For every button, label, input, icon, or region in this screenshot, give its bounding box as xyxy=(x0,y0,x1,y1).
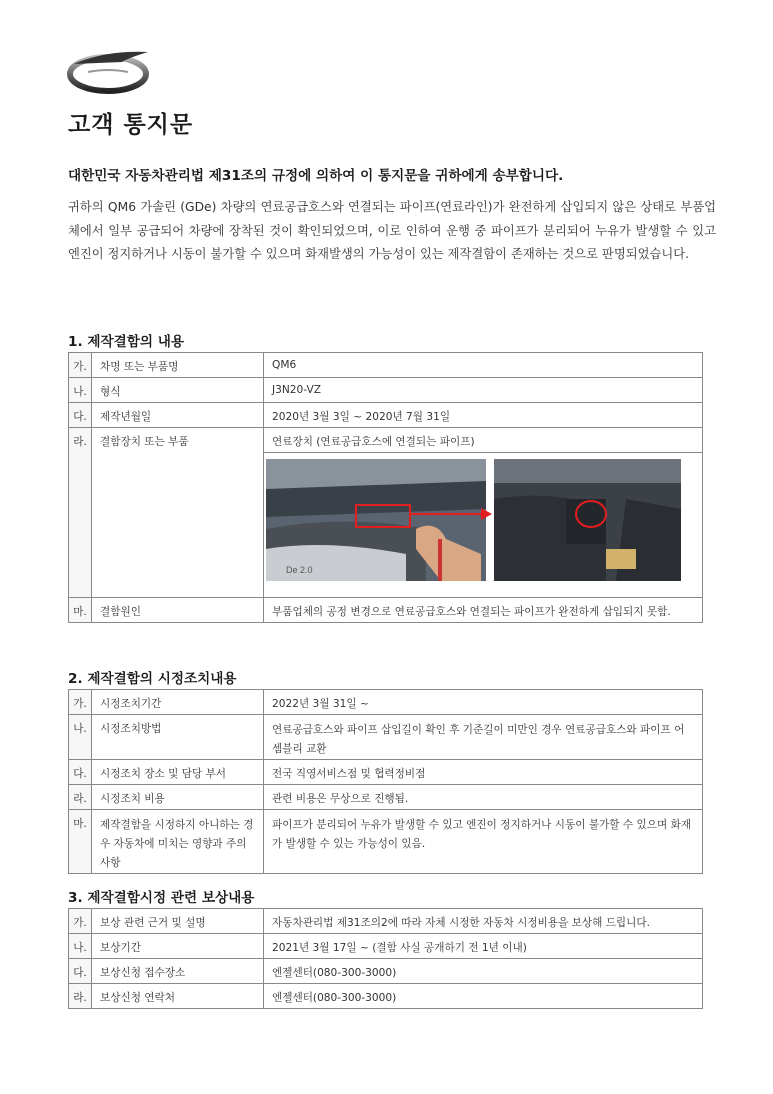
section1-title: 1. 제작결함의 내용 xyxy=(68,334,185,350)
row-label: 시정조치방법 xyxy=(92,715,264,760)
renault-samsung-logo-icon xyxy=(66,48,152,96)
row-key: 가. xyxy=(69,690,92,715)
compensation-table xyxy=(68,908,703,1009)
section2-title: 2. 제작결함의 시정조치내용 xyxy=(68,671,237,687)
row-value: 2021년 3월 17일 ~ (결함 사실 공개하기 전 1년 이내) xyxy=(264,934,703,959)
row-value: 연료장치 (연료공급호스에 연결되는 파이프) xyxy=(264,428,703,453)
row-key: 나. xyxy=(69,715,92,760)
row-label: 보상신청 연락처 xyxy=(92,984,264,1009)
row-value: QM6 xyxy=(264,353,703,378)
row-key: 마. xyxy=(69,810,92,874)
row-key: 가. xyxy=(69,353,92,378)
row-label: 결함장치 또는 부품 xyxy=(92,428,264,598)
notice-body: 귀하의 QM6 가솔린 (GDe) 차량의 연료공급호스와 연결되는 파이프(연료라인)가 완전하게 삽입되지 않은 상태로 부품업체에서 일부 공급되어 차량에 장착된 것이 확인되었으며, 이로 인하여 운행 중 파이프가 분리되어 누유가 발생할 수 있고 엔진이 정지하거나 시동이 불가할 수 있으며 화재발생의 가능성이 있는 제작결함이 존재하는 것으로 판명되었습니다. xyxy=(68,200,716,261)
row-key: 라. xyxy=(69,984,92,1009)
table-row xyxy=(69,715,703,760)
engine-bay-photo xyxy=(266,459,681,581)
row-label: 시정조치기간 xyxy=(92,690,264,715)
defect-photos xyxy=(266,459,681,581)
row-value: 전국 직영서비스점 및 협력정비점 xyxy=(264,760,703,785)
table-row xyxy=(69,690,703,715)
table-row xyxy=(69,760,703,785)
row-value: 엔젤센터(080-300-3000) xyxy=(264,984,703,1009)
row-label: 차명 또는 부품명 xyxy=(92,353,264,378)
row-key: 다. xyxy=(69,959,92,984)
row-value: 관련 비용은 무상으로 진행됨. xyxy=(264,785,703,810)
row-key: 나. xyxy=(69,378,92,403)
correction-table xyxy=(68,689,703,874)
row-value: 파이프가 분리되어 누유가 발생할 수 있고 엔진이 정지하거나 시동이 불가할 수 있으며 화재가 발생할 수 있는 가능성이 있음. xyxy=(264,810,703,874)
row-value: 자동차관리법 제31조의2에 따라 자체 시정한 자동차 시정비용을 보상해 드립니다. xyxy=(264,909,703,934)
row-label: 보상기간 xyxy=(92,934,264,959)
row-value: 2022년 3월 31일 ~ xyxy=(264,690,703,715)
table-row xyxy=(69,353,703,378)
row-key: 다. xyxy=(69,403,92,428)
section3-title: 3. 제작결함시정 관련 보상내용 xyxy=(68,890,255,906)
row-label: 형식 xyxy=(92,378,264,403)
photo-engine-text: De 2.0 xyxy=(286,565,313,575)
table-row xyxy=(69,909,703,934)
page-title: 고객 통지문 xyxy=(68,112,194,138)
row-label: 제작결함을 시정하지 아니하는 경우 자동차에 미치는 영향과 주의사항 xyxy=(92,810,264,874)
row-label: 시정조치 장소 및 담당 부서 xyxy=(92,760,264,785)
table-row xyxy=(69,598,703,623)
table-row xyxy=(69,810,703,874)
table-row xyxy=(69,378,703,403)
row-label: 시정조치 비용 xyxy=(92,785,264,810)
row-key: 가. xyxy=(69,909,92,934)
notice-lead: 대한민국 자동차관리법 제31조의 규정에 의하여 이 통지문을 귀하에게 송부합니다. xyxy=(68,168,564,184)
table-row xyxy=(69,428,703,453)
table-row xyxy=(69,959,703,984)
row-value: 부품업체의 공정 변경으로 연료공급호스와 연결되는 파이프가 완전하게 삽입되지 못함. xyxy=(264,598,703,623)
table-row xyxy=(69,934,703,959)
row-key: 라. xyxy=(69,428,92,598)
row-key: 마. xyxy=(69,598,92,623)
defect-table xyxy=(68,352,703,623)
row-key: 다. xyxy=(69,760,92,785)
row-label: 보상 관련 근거 및 설명 xyxy=(92,909,264,934)
table-row xyxy=(69,403,703,428)
row-label: 결함원인 xyxy=(92,598,264,623)
row-value: 엔젤센터(080-300-3000) xyxy=(264,959,703,984)
row-value: J3N20-VZ xyxy=(264,378,703,403)
table-row xyxy=(69,785,703,810)
row-label: 제작년월일 xyxy=(92,403,264,428)
row-key: 나. xyxy=(69,934,92,959)
defect-photo-cell xyxy=(264,453,703,598)
table-row xyxy=(69,984,703,1009)
row-key: 라. xyxy=(69,785,92,810)
row-value: 연료공급호스와 파이프 삽입길이 확인 후 기준길이 미만인 경우 연료공급호스와 파이프 어셈블리 교환 xyxy=(264,715,703,760)
row-value: 2020년 3월 3일 ~ 2020년 7월 31일 xyxy=(264,403,703,428)
row-label: 보상신청 접수장소 xyxy=(92,959,264,984)
